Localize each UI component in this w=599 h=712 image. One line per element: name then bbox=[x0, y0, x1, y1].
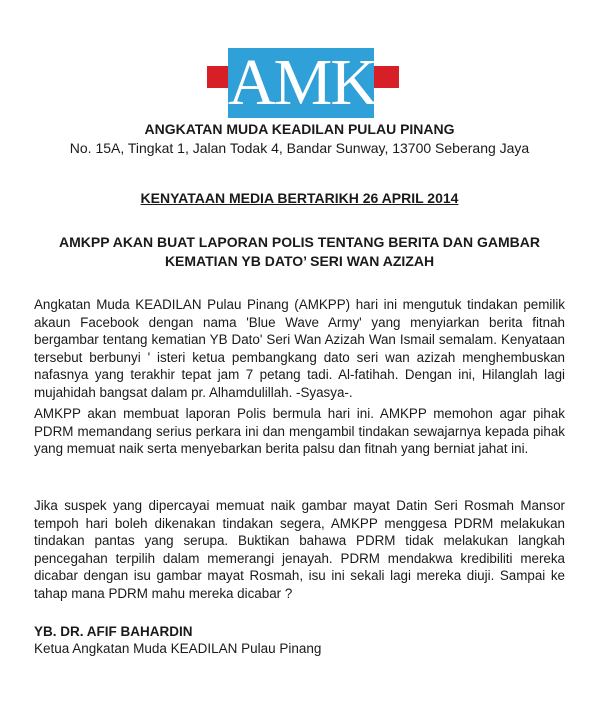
organization-name: ANGKATAN MUDA KEADILAN PULAU PINANG bbox=[144, 121, 455, 137]
paragraph-1: Angkatan Muda KEADILAN Pulau Pinang (AMKPP) hari ini mengutuk tindakan pemilik akaun Facebook dengan nama 'Blue Wave Army' yang menyiarkan berita fitnah bergambar tentang kematian YB Dato' Seri Wan Azizah Wan Ismail semalam. Kenyataan tersebut berbunyi ' isteri ketua pembangkang dato seri wan azizah menghembuskan nafasnya yang terakhir tepat jam 7 petang tadi. Al-fatihah. Dengan ini, Hilanglah lagi mujahidah bangsat dalam pr. Alhamdulillah. -Syasya-. bbox=[34, 297, 565, 400]
paragraph-2: AMKPP akan membuat laporan Polis bermula hari ini. AMKPP memohon agar pihak PDRM memandang serius perkara ini dan mengambil tindakan sewajarnya kepada pihak yang memuat naik serta menyebarkan berita palsu dan fitnah yang berniat jahat ini. bbox=[34, 406, 565, 457]
signatory-name: YB. DR. AFIF BAHARDIN bbox=[34, 624, 193, 639]
organization-address: No. 15A, Tingkat 1, Jalan Todak 4, Bandar Sunway, 13700 Seberang Jaya bbox=[69, 140, 530, 156]
amk-logo bbox=[0, 48, 599, 120]
logo-text: AMK bbox=[228, 46, 377, 119]
headline: AMKPP AKAN BUAT LAPORAN POLIS TENTANG BERITA DAN GAMBAR KEMATIAN YB DATO’ SERI WAN AZIZAH bbox=[59, 234, 540, 269]
statement-title: KENYATAAN MEDIA BERTARIKH 26 APRIL 2014 bbox=[140, 190, 459, 206]
paragraph-3: Jika suspek yang dipercayai memuat naik gambar mayat Datin Seri Rosmah Mansor tempoh hari boleh dikenakan tindakan segera, AMKPP menggesa PDRM melakukan tindakan pantas yang serupa. Buktikan bahawa PDRM tidak melakukan langkah pencegahan terpilih dalam memerangi jenayah. PDRM mendakwa kredibiliti mereka dicabar dengan isu gambar mayat Rosmah, isu ini sekali lagi mereka diuji. Sampai ke tahap mana PDRM mahu mereka dicabar ? bbox=[34, 498, 565, 601]
signatory-title: Ketua Angkatan Muda KEADILAN Pulau Pinang bbox=[34, 641, 322, 656]
